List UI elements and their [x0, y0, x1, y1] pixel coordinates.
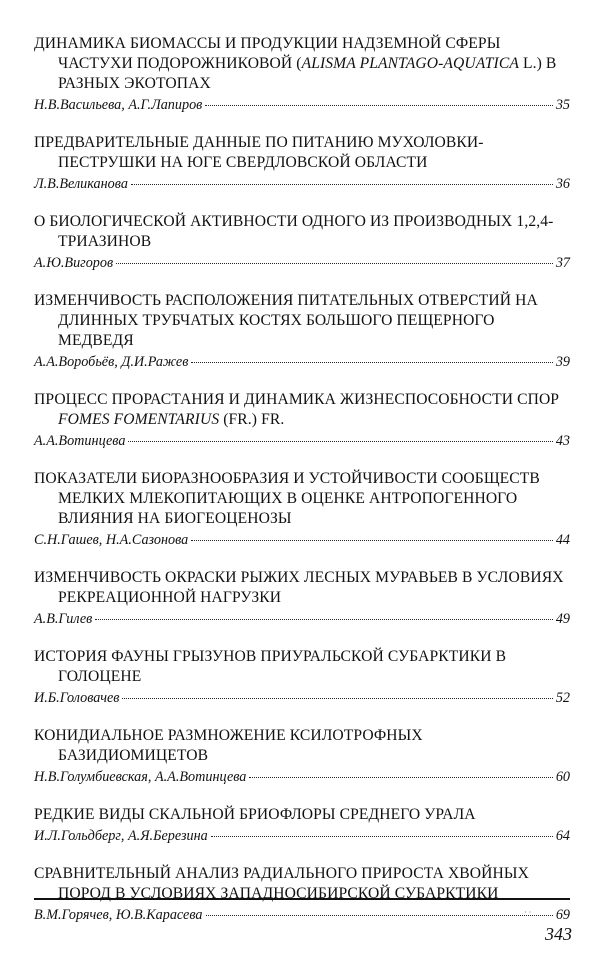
entry-authors: А.Ю.Вигоров — [34, 255, 114, 271]
entry-page: 35 — [555, 97, 570, 113]
toc-entry — [34, 864, 570, 924]
dot-leader — [131, 184, 553, 185]
entry-title — [34, 805, 570, 825]
entry-authors: С.Н.Гашев, Н.А.Сазонова — [34, 532, 189, 548]
entry-page: 60 — [555, 769, 570, 785]
authors-row — [34, 353, 570, 371]
entry-title — [34, 469, 570, 529]
authors-row — [34, 96, 570, 114]
title-part: ПРЕДВАРИТЕЛЬНЫЕ ДАННЫЕ ПО ПИТАНИЮ МУХОЛОВКИ-ПЕСТРУШКИ НА ЮГЕ СВЕРДЛОВСКОЙ ОБЛАСТИ — [34, 134, 484, 171]
toc-entry — [34, 568, 570, 628]
table-of-contents — [34, 34, 570, 943]
toc-entry — [34, 469, 570, 549]
authors-row — [34, 531, 570, 549]
toc-entry — [34, 291, 570, 371]
title-part: ИЗМЕНЧИВОСТЬ ОКРАСКИ РЫЖИХ ЛЕСНЫХ МУРАВЬЕВ В УСЛОВИЯХ РЕКРЕАЦИОННОЙ НАГРУЗКИ — [34, 569, 564, 606]
dot-leader — [211, 836, 553, 837]
title-part: СРАВНИТЕЛЬНЫЙ АНАЛИЗ РАДИАЛЬНОГО ПРИРОСТА ХВОЙНЫХ ПОРОД В УСЛОВИЯХ ЗАПАДНОСИБИРСКОЙ СУБАРКТИКИ — [34, 865, 529, 902]
bottom-rule — [34, 898, 570, 900]
title-part: О БИОЛОГИЧЕСКОЙ АКТИВНОСТИ ОДНОГО ИЗ ПРОИЗВОДНЫХ 1,2,4-ТРИАЗИНОВ — [34, 213, 554, 250]
dot-leader — [205, 105, 552, 106]
title-part: ИСТОРИЯ ФАУНЫ ГРЫЗУНОВ ПРИУРАЛЬСКОЙ СУБАРКТИКИ В ГОЛОЦЕНЕ — [34, 648, 507, 685]
toc-entry — [34, 212, 570, 272]
scan-specks: · · — [524, 908, 532, 917]
title-part: РЕДКИЕ ВИДЫ СКАЛЬНОЙ БРИОФЛОРЫ СРЕДНЕГО УРАЛА — [34, 806, 476, 823]
dot-leader — [116, 263, 553, 264]
entry-authors: А.А.Воробьёв, Д.И.Ражев — [34, 354, 189, 370]
entry-authors: Л.В.Великанова — [34, 176, 128, 192]
entry-authors: В.М.Горячев, Ю.В.Карасева — [34, 907, 203, 923]
title-part: ИЗМЕНЧИВОСТЬ РАСПОЛОЖЕНИЯ ПИТАТЕЛЬНЫХ ОТВЕРСТИЙ НА ДЛИННЫХ ТРУБЧАТЫХ КОСТЯХ БОЛЬШОГО ПЕЩЕРНОГО МЕДВЕДЯ — [34, 292, 538, 349]
entry-title — [34, 726, 570, 766]
title-part: КОНИДИАЛЬНОЕ РАЗМНОЖЕНИЕ КСИЛОТРОФНЫХ БАЗИДИОМИЦЕТОВ — [34, 727, 423, 764]
entry-authors: А.В.Гилев — [34, 611, 93, 627]
entry-page: 49 — [555, 611, 570, 627]
latin-name: FOMES FOMENTARIUS — [58, 411, 220, 428]
authors-row — [34, 610, 570, 628]
entry-page: 52 — [555, 690, 570, 706]
title-part: (FR.) FR. — [219, 411, 285, 428]
dot-leader — [206, 915, 553, 916]
entry-title — [34, 390, 570, 430]
entry-page: 64 — [555, 828, 570, 844]
entry-title — [34, 647, 570, 687]
dot-leader — [128, 441, 552, 442]
authors-row — [34, 175, 570, 193]
entry-title — [34, 133, 570, 173]
authors-row — [34, 768, 570, 786]
dot-leader — [122, 698, 552, 699]
page-number: 343 — [545, 924, 572, 944]
toc-entry — [34, 390, 570, 450]
dot-leader — [249, 777, 552, 778]
dot-leader — [191, 540, 553, 541]
entry-authors: А.А.Вотинцева — [34, 433, 126, 449]
entry-authors: Н.В.Голумбиевская, А.А.Вотинцева — [34, 769, 247, 785]
entry-authors: И.Б.Головачев — [34, 690, 120, 706]
title-part: ПОКАЗАТЕЛИ БИОРАЗНООБРАЗИЯ И УСТОЙЧИВОСТИ СООБЩЕСТВ МЕЛКИХ МЛЕКОПИТАЮЩИХ В ОЦЕНКЕ АНТРОПОГЕННОГО ВЛИЯНИЯ НА БИОГЕОЦЕНОЗЫ — [34, 470, 540, 527]
toc-entry — [34, 647, 570, 707]
title-part: ДИНАМИКА БИОМАССЫ И ПРОДУКЦИИ НАДЗЕМНОЙ СФЕРЫ ЧАСТУХИ ПОДОРОЖНИКОВОЙ ( — [34, 35, 501, 72]
entry-page: 43 — [555, 433, 570, 449]
authors-row — [34, 432, 570, 450]
toc-entry — [34, 805, 570, 845]
authors-row — [34, 254, 570, 272]
authors-row — [34, 689, 570, 707]
entry-page: 44 — [555, 532, 570, 548]
entry-authors: Н.В.Васильева, А.Г.Лапиров — [34, 97, 203, 113]
toc-entry — [34, 34, 570, 114]
dot-leader — [95, 619, 552, 620]
entry-page: 36 — [555, 176, 570, 192]
title-part: ПРОЦЕСС ПРОРАСТАНИЯ И ДИНАМИКА ЖИЗНЕСПОСОБНОСТИ СПОР — [34, 391, 560, 408]
entry-page: 37 — [555, 255, 570, 271]
toc-entry — [34, 726, 570, 786]
latin-name: ALISMA PLANTAGO-AQUATICA — [301, 55, 519, 72]
dot-leader — [191, 362, 552, 363]
title-part: L.) В РАЗНЫХ ЭКОТОПАХ — [58, 55, 557, 92]
entry-authors: И.Л.Гольдберг, А.Я.Березина — [34, 828, 208, 844]
authors-row — [34, 827, 570, 845]
entry-page: 39 — [555, 354, 570, 370]
toc-entry — [34, 133, 570, 193]
authors-row — [34, 906, 570, 924]
entry-title — [34, 34, 570, 94]
entry-title — [34, 212, 570, 252]
entry-title — [34, 568, 570, 608]
entry-title — [34, 291, 570, 351]
entry-page: 69 — [555, 907, 570, 923]
